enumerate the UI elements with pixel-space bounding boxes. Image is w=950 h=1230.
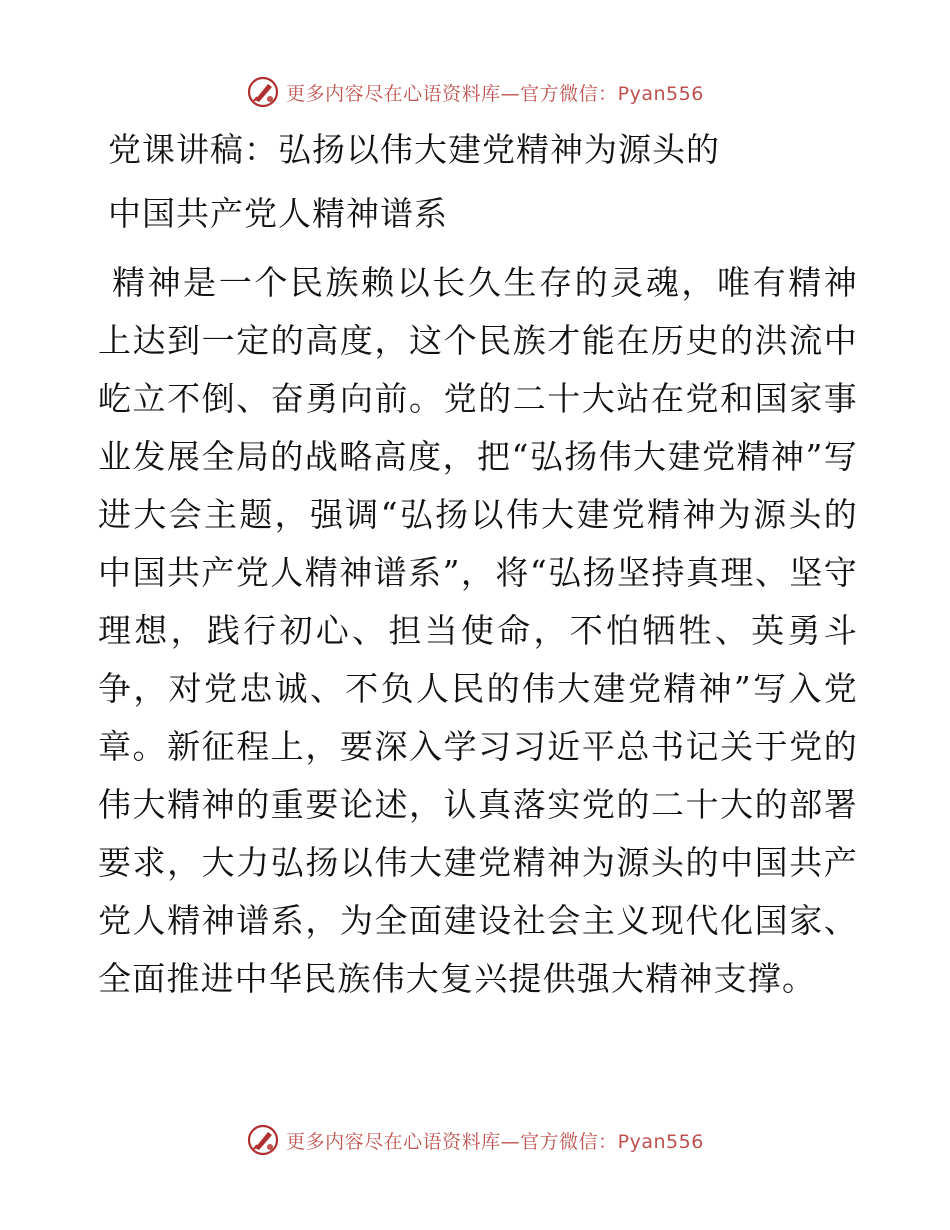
quill-pen-logo-icon [246, 75, 280, 109]
watermark-text: 更多内容尽在心语资料库—官方微信：Pyan556 [286, 1130, 704, 1153]
watermark-text: 更多内容尽在心语资料库—官方微信：Pyan556 [286, 82, 704, 105]
body-paragraph: 精神是一个民族赖以长久生存的灵魂，唯有精神上达到一定的高度，这个民族才能在历史的洪流中屹立不倒、奋勇向前。党的二十大站在党和国家事业发展全局的战略高度，把“弘扬伟大建党精神”写进大会主题，强调“弘扬以伟大建党精神为源头的中国共产党人精神谱系”，将“弘扬坚持真理、坚守理想，践行初心、担当使命，不怕牺牲、英勇斗争，对党忠诚、不负人民的伟大建党精神”写入党章。新征程上，要深入学习习近平总书记关于党的伟大精神的重要论述，认真落实党的二十大的部署要求，大力弘扬以伟大建党精神为源头的中国共产党人精神谱系，为全面建设社会主义现代化国家、全面推进中华民族伟大复兴提供强大精神支撑。 [98, 263, 858, 998]
document-title-line-1: 党课讲稿：弘扬以伟大建党精神为源头的 [108, 130, 720, 169]
header-watermark [0, 74, 950, 110]
document-title-line-2: 中国共产党人精神谱系 [108, 194, 448, 233]
quill-pen-logo-icon [246, 1123, 280, 1157]
footer-watermark [0, 1122, 950, 1158]
document-body [98, 118, 858, 1008]
